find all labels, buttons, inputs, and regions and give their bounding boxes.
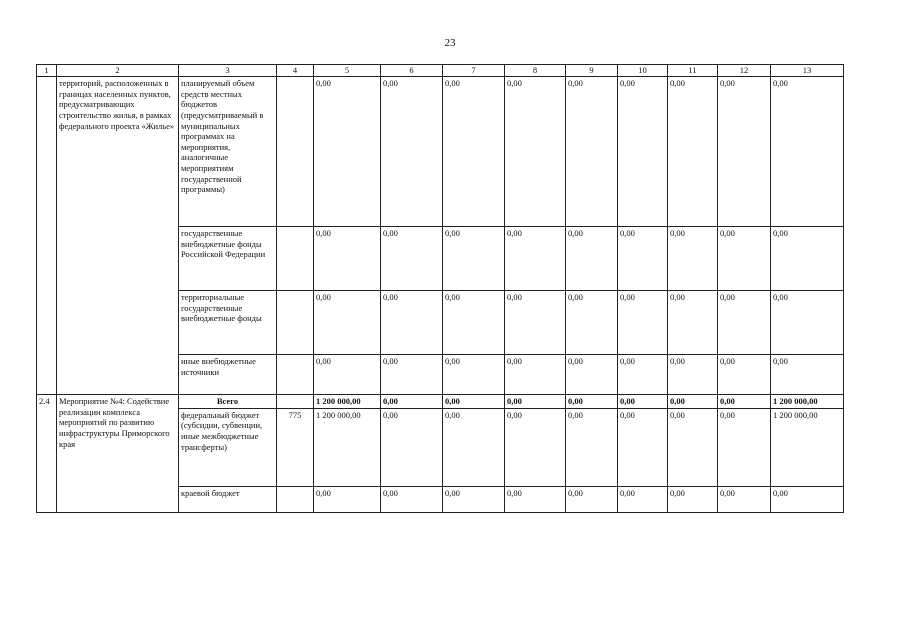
value-cell: 0,00	[566, 291, 618, 355]
value-cell: 0,00	[771, 486, 844, 512]
value-cell: 0,00	[381, 291, 443, 355]
budget-table	[36, 64, 844, 513]
column-header: 6	[381, 65, 443, 77]
value-cell: 0,00	[718, 355, 771, 395]
value-cell: 0,00	[443, 395, 505, 409]
funding-source: государственные внебюджетные фонды Российской Федерации	[179, 227, 277, 291]
item-number	[37, 77, 57, 395]
value-cell: 0,00	[718, 291, 771, 355]
funding-source: федеральный бюджет (субсидии, субвенции, иные межбюджетные трансферты)	[179, 408, 277, 486]
value-cell: 0,00	[443, 408, 505, 486]
value-cell: 0,00	[443, 227, 505, 291]
value-cell: 0,00	[505, 291, 566, 355]
value-cell: 0,00	[566, 486, 618, 512]
column-header: 5	[314, 65, 381, 77]
value-cell: 0,00	[668, 395, 718, 409]
value-cell: 0,00	[668, 77, 718, 227]
value-cell: 0,00	[381, 408, 443, 486]
value-cell: 0,00	[566, 408, 618, 486]
column-header: 7	[443, 65, 505, 77]
value-cell: 0,00	[443, 486, 505, 512]
value-cell: 0,00	[618, 227, 668, 291]
column-header: 10	[618, 65, 668, 77]
column-header: 9	[566, 65, 618, 77]
value-cell: 0,00	[771, 227, 844, 291]
value-cell: 0,00	[443, 355, 505, 395]
table-row	[37, 77, 844, 227]
item-number: 2.4	[37, 395, 57, 513]
value-cell: 0,00	[771, 355, 844, 395]
page-number: 23	[444, 37, 456, 49]
value-cell: 0,00	[505, 227, 566, 291]
value-cell: 0,00	[566, 227, 618, 291]
table-row	[37, 395, 844, 409]
value-cell: 0,00	[566, 355, 618, 395]
column-header: 1	[37, 65, 57, 77]
value-cell: 0,00	[718, 486, 771, 512]
funding-source: территориальные государственные внебюджетные фонды	[179, 291, 277, 355]
value-cell: 0,00	[668, 408, 718, 486]
funding-source: краевой бюджет	[179, 486, 277, 512]
value-cell: 0,00	[718, 395, 771, 409]
value-cell: 0,00	[381, 486, 443, 512]
budget-code	[277, 355, 314, 395]
value-cell: 1 200 000,00	[314, 408, 381, 486]
column-number-row	[37, 65, 844, 77]
column-header: 8	[505, 65, 566, 77]
value-cell: 0,00	[505, 355, 566, 395]
value-cell: 0,00	[505, 395, 566, 409]
value-cell: 0,00	[381, 355, 443, 395]
budget-code: 775	[277, 408, 314, 486]
value-cell: 0,00	[314, 355, 381, 395]
value-cell: 0,00	[771, 77, 844, 227]
value-cell: 1 200 000,00	[771, 395, 844, 409]
value-cell: 0,00	[314, 486, 381, 512]
value-cell: 0,00	[314, 227, 381, 291]
value-cell: 0,00	[505, 408, 566, 486]
value-cell: 0,00	[718, 77, 771, 227]
value-cell: 0,00	[314, 77, 381, 227]
budget-code	[277, 291, 314, 355]
funding-source: иные внебюджетные источники	[179, 355, 277, 395]
value-cell: 0,00	[668, 355, 718, 395]
value-cell: 0,00	[505, 486, 566, 512]
activity-name: Мероприятие №4: Содействие реализации комплекса мероприятий по развитию инфраструктуры Приморского края	[57, 395, 179, 513]
column-header: 4	[277, 65, 314, 77]
value-cell: 0,00	[618, 291, 668, 355]
budget-code	[277, 77, 314, 227]
value-cell: 0,00	[443, 291, 505, 355]
value-cell: 0,00	[618, 408, 668, 486]
column-header: 13	[771, 65, 844, 77]
value-cell: 0,00	[381, 227, 443, 291]
value-cell: 0,00	[566, 77, 618, 227]
funding-source-total: Всего	[179, 395, 277, 409]
value-cell: 0,00	[718, 227, 771, 291]
value-cell: 1 200 000,00	[314, 395, 381, 409]
funding-source: планируемый объем средств местных бюджетов (предусматриваемый в муниципальных программах на мероприятия, аналогичные мероприятиям государственной программы)	[179, 77, 277, 227]
value-cell: 0,00	[618, 77, 668, 227]
budget-code	[277, 227, 314, 291]
value-cell: 0,00	[443, 77, 505, 227]
value-cell: 0,00	[618, 395, 668, 409]
column-header: 3	[179, 65, 277, 77]
budget-code	[277, 395, 314, 409]
column-header: 12	[718, 65, 771, 77]
value-cell: 0,00	[505, 77, 566, 227]
budget-code	[277, 486, 314, 512]
value-cell: 0,00	[381, 395, 443, 409]
column-header: 11	[668, 65, 718, 77]
value-cell: 0,00	[668, 291, 718, 355]
activity-name: территорий, расположенных в границах населенных пунктов, предусматривающих строительство жилья, в рамках федерального проекта «Жилье»	[57, 77, 179, 395]
value-cell: 0,00	[618, 486, 668, 512]
value-cell: 0,00	[314, 291, 381, 355]
value-cell: 0,00	[718, 408, 771, 486]
value-cell: 1 200 000,00	[771, 408, 844, 486]
column-header: 2	[57, 65, 179, 77]
value-cell: 0,00	[668, 486, 718, 512]
value-cell: 0,00	[668, 227, 718, 291]
value-cell: 0,00	[618, 355, 668, 395]
value-cell: 0,00	[381, 77, 443, 227]
value-cell: 0,00	[771, 291, 844, 355]
value-cell: 0,00	[566, 395, 618, 409]
